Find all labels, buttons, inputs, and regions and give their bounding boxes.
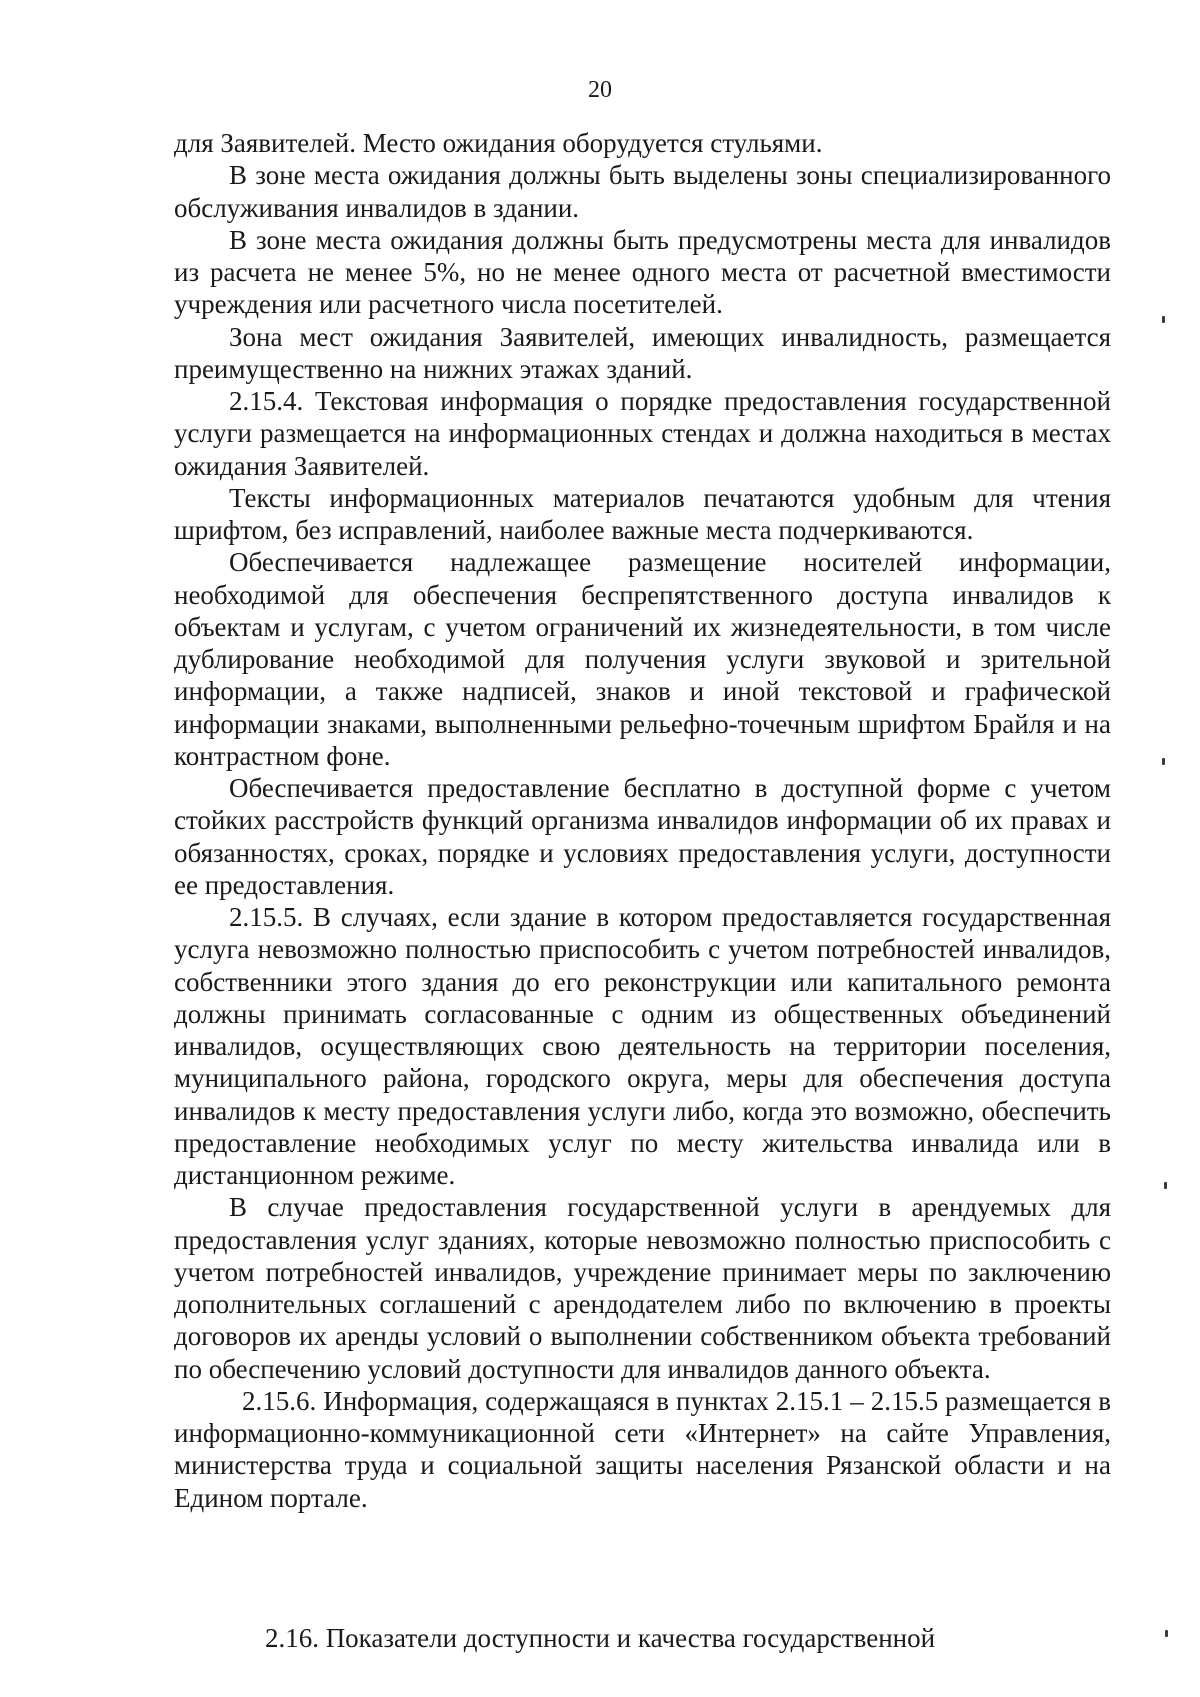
paragraph-disabled-seats: В зоне места ожидания должны быть предусмотрены места для инвалидов из расчета не менее 5%, но не менее одного места от расчетной вместимости учреждения или расчетного числа посетителей. bbox=[174, 224, 1111, 320]
scan-mark-dot bbox=[1162, 758, 1165, 765]
page-number: 20 bbox=[588, 77, 612, 103]
paragraph-2-15-5: 2.15.5. В случаях, если здание в котором предоставляется государственная услуга невозможно полностью приспособить с учетом потребностей инвалидов, собственники этого здания до его реконструкции или капитального ремонта должны принимать согласованные с одним из общественных объединений инвалидов, осуществляющих свою деятельность на территории поселения, муниципального района, городского округа, меры для обеспечения доступа инвалидов к месту предоставления услуги либо, когда это возможно, обеспечить предоставление необходимых услуг по месту жительства инвалида или в дистанционном режиме. bbox=[174, 902, 1111, 1190]
paragraph-information-carriers: Обеспечивается надлежащее размещение носителей информации, необходимой для обеспечения беспрепятственного доступа инвалидов к объектам и услугам, с учетом ограничений их жизнедеятельности, в том числе дублирование необходимой для получения услуги звуковой и зрительной информации, а также надписей, знаков и иной текстовой и графической информации знаками, выполненными рельефно-точечным шрифтом Брайля и на контрастном фоне. bbox=[174, 547, 1111, 771]
paragraph-2-15-6: 2.15.6. Информация, содержащаяся в пунктах 2.15.1 – 2.15.5 размещается в информационно-коммуникационной сети «Интернет» на сайте Управления, министерства труда и социальной защиты населения Рязанской области и на Едином портале. bbox=[174, 1385, 1111, 1513]
paragraph-special-zones: В зоне места ожидания должны быть выделены зоны специализированного обслуживания инвалидов в здании. bbox=[174, 160, 1111, 223]
scan-mark-dot bbox=[1162, 316, 1165, 323]
scan-mark-dot bbox=[1165, 1630, 1168, 1637]
paragraph-2-15-4: 2.15.4. Текстовая информация о порядке предоставления государственной услуги размещается на информационных стендах и должна находиться в местах ожидания Заявителей. bbox=[174, 386, 1111, 481]
paragraph-lower-floors: Зона мест ожидания Заявителей, имеющих инвалидность, размещается преимущественно на нижних этажах зданий. bbox=[174, 321, 1111, 384]
paragraph-leased-buildings: В случае предоставления государственной услуги в арендуемых для предоставления услуг зданиях, которые невозможно полностью приспособить с учетом потребностей инвалидов, учреждение принимает меры по заключению дополнительных соглашений с арендодателем либо по включению в проекты договоров их аренды условий о выполнении собственником объекта требований по обеспечению условий доступности для инвалидов данного объекта. bbox=[174, 1192, 1111, 1384]
scan-mark-dot bbox=[1164, 1182, 1167, 1189]
section-heading-2-16: 2.16. Показатели доступности и качества государственной bbox=[264, 1623, 936, 1653]
document-body bbox=[174, 127, 1111, 1514]
paragraph-waiting-chairs: для Заявителей. Место ожидания оборудуется стульями. bbox=[174, 128, 823, 158]
paragraph-free-information: Обеспечивается предоставление бесплатно в доступной форме с учетом стойких расстройств функций организма инвалидов информации об их правах и обязанностях, сроках, порядке и условиях предоставления услуги, доступности ее предоставления. bbox=[174, 773, 1111, 900]
paragraph-printed-materials: Тексты информационных материалов печатаются удобным для чтения шрифтом, без исправлений, наиболее важные места подчеркиваются. bbox=[174, 482, 1111, 545]
